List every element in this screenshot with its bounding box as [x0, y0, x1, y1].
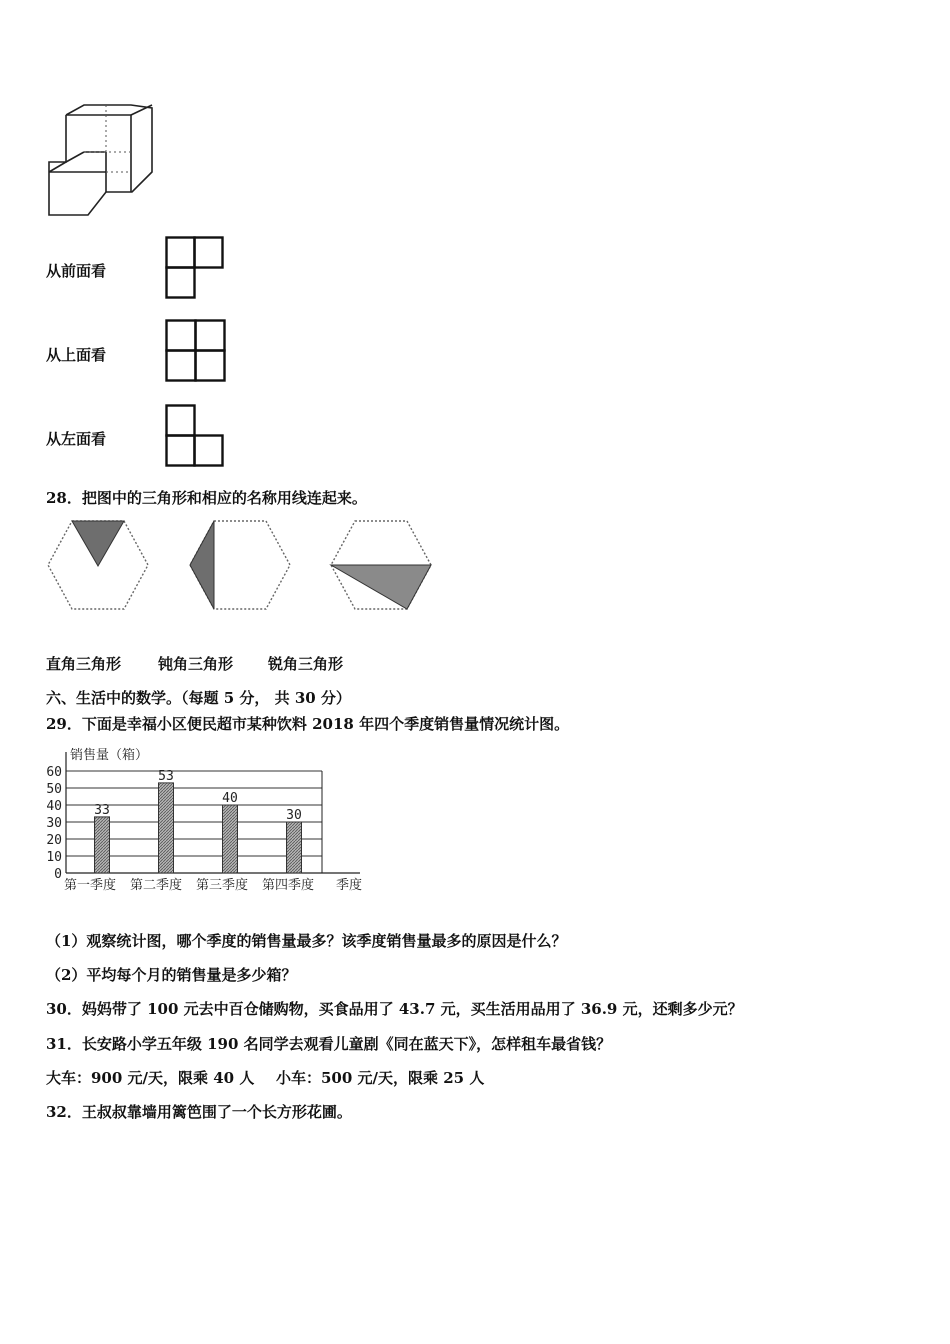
chart-category-label: 第一季度 [64, 878, 117, 893]
top-view-grid [165, 319, 227, 383]
hexagon-triangle-2 [188, 520, 292, 610]
chart-category-label: 第二季度 [130, 878, 183, 893]
question-28-text: 28．把图中的三角形和相应的名称用线连起来。 [46, 489, 367, 507]
triangle-name-right: 直角三角形 [46, 655, 122, 673]
chart-ytick-label: 30 [46, 816, 62, 831]
chart-bar [159, 783, 174, 873]
chart-ytick-label: 10 [46, 850, 62, 865]
chart-ytick-label: 60 [46, 765, 62, 780]
question-32-text: 32．王叔叔靠墙用篱笆围了一个长方形花圃。 [46, 1103, 352, 1121]
chart-bar [287, 822, 302, 873]
chart-bar-value-label: 33 [94, 802, 110, 818]
front-view-grid [165, 236, 225, 300]
left-view-grid [165, 404, 225, 468]
chart-ylabel: 销售量（箱） [70, 748, 149, 763]
question-31-text: 31．长安路小学五年级 190 名同学去观看儿童剧《同在蓝天下》，怎样租车最省钱？ [46, 1035, 612, 1053]
chart-category-label: 第三季度 [196, 878, 249, 893]
left-view-label: 从左面看 [46, 430, 107, 448]
top-view-label: 从上面看 [46, 346, 107, 364]
chart-bar-value-label: 53 [158, 768, 174, 784]
cube-solid-figure [44, 100, 159, 220]
chart-ytick-label: 50 [46, 782, 62, 797]
chart-ytick-label: 0 [54, 867, 62, 882]
sales-bar-chart [40, 742, 380, 898]
section-6-title: 六、生活中的数学。（每题 5 分， 共 30 分） [46, 689, 351, 707]
car-info: 小车：500 元/天，限乘 25 人 [276, 1069, 485, 1087]
question-29-sub1: （1）观察统计图，哪个季度的销售量最多？该季度销售量最多的原因是什么？ [46, 932, 567, 950]
chart-category-label: 第四季度 [262, 878, 315, 893]
hexagon-triangle-3 [329, 520, 433, 610]
question-29-text: 29．下面是幸福小区便民超市某种饮料 2018 年四个季度销售量情况统计图。 [46, 715, 570, 733]
question-29-sub2: （2）平均每个月的销售量是多少箱？ [46, 966, 297, 984]
chart-bar [223, 805, 238, 873]
question-30-text: 30．妈妈带了 100 元去中百仓储购物，买食品用了 43.7 元，买生活用品用了 36.9 元，还剩多少元？ [46, 1000, 743, 1018]
triangle-name-acute: 锐角三角形 [268, 655, 344, 673]
chart-bar-value-label: 40 [222, 791, 238, 806]
bus-info: 大车：900 元/天，限乘 40 人 [46, 1069, 255, 1087]
chart-ytick-label: 40 [46, 799, 62, 814]
chart-bar [95, 817, 110, 873]
chart-xlabel: 季度 [336, 878, 363, 893]
triangle-name-obtuse: 钝角三角形 [158, 655, 234, 673]
hexagon-triangle-1 [46, 520, 150, 610]
chart-bar-value-label: 30 [286, 808, 302, 823]
chart-ytick-label: 20 [46, 833, 62, 848]
front-view-label: 从前面看 [46, 262, 107, 280]
